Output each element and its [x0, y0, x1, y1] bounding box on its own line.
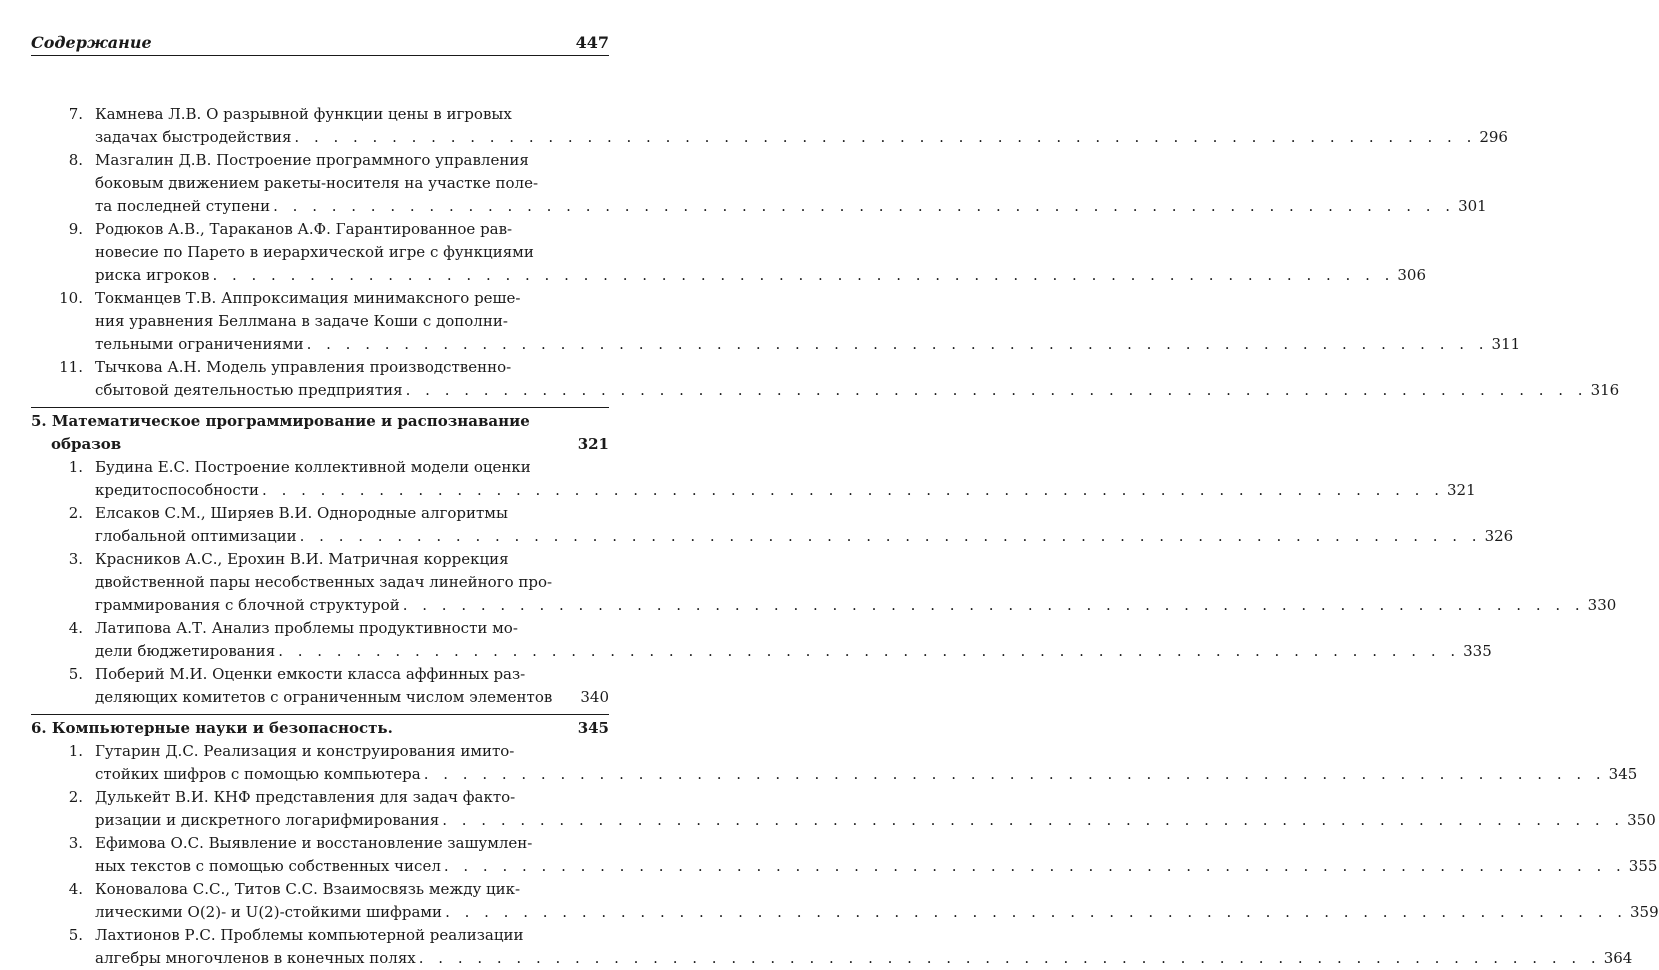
toc-entry-line — [95, 379, 1619, 402]
toc-entry-body — [95, 502, 1513, 548]
toc-entry-line — [95, 924, 1632, 947]
toc-entry-text: боковым движением ракеты-носителя на участке поле- — [95, 174, 539, 192]
toc-entry-line — [95, 617, 1492, 640]
toc-entry-page: 306 — [1397, 266, 1427, 284]
toc-entry-text: Камнева Л.В. О разрывной функции цены в игровых — [95, 105, 512, 123]
toc-entry-text: риска игроков — [95, 266, 210, 284]
toc-entry[interactable] — [31, 832, 1658, 878]
toc-entry-page: 316 — [1590, 381, 1620, 399]
toc-entry-line — [95, 878, 1659, 901]
toc-entry[interactable] — [31, 617, 1492, 663]
toc-entry-page: 340 — [580, 688, 609, 706]
toc-entry-text: Гутарин Д.С. Реализация и конструирования имито- — [95, 742, 515, 760]
toc-entry[interactable] — [31, 878, 1659, 924]
toc-entry-text: ризации и дискретного логарифмирования — [95, 811, 440, 829]
toc-entry-text: Дулькейт В.И. КНФ представления для задач факто- — [95, 788, 516, 806]
toc-entry-number: 1. — [68, 458, 83, 476]
toc-entry-text: Лахтионов Р.С. Проблемы компьютерной реализации — [95, 926, 524, 944]
toc-entry-line — [95, 740, 1637, 763]
toc-entry-line — [95, 195, 1487, 218]
toc-entry[interactable] — [31, 287, 1521, 356]
toc-entry-page: 311 — [1491, 335, 1521, 353]
page-number: 447 — [575, 33, 609, 52]
toc-entry-text: Латипова А.Т. Анализ проблемы продуктивности мо- — [95, 619, 518, 637]
toc-entry-line — [95, 310, 1520, 333]
toc-entry-line — [95, 901, 1659, 924]
toc-entry-text: новесие по Парето в иерархической игре с функциями — [95, 243, 534, 261]
toc-entry-line — [95, 686, 609, 709]
toc-entry-line — [95, 947, 1632, 970]
toc-entry-text: дели бюджетирования — [95, 642, 276, 660]
toc-entry-line — [95, 172, 1487, 195]
toc-entry[interactable] — [31, 218, 1427, 287]
toc-entry-line — [95, 832, 1657, 855]
toc-entry-number: 3. — [68, 550, 83, 568]
toc-entry-number: 10. — [59, 289, 83, 307]
section-page: 321 — [577, 435, 609, 453]
toc-entry-text: Ефимова О.С. Выявление и восстановление зашумлен- — [95, 834, 533, 852]
toc-entry-text: та последней ступени — [95, 197, 271, 215]
toc-entry[interactable] — [31, 663, 609, 709]
section-page: 345 — [577, 719, 609, 737]
toc-entry-body — [95, 786, 1656, 832]
toc-entry-page: 321 — [1446, 481, 1476, 499]
toc-entry-body — [95, 832, 1657, 878]
dot-leader — [273, 195, 1455, 218]
toc-entry-body — [95, 149, 1487, 218]
toc-entry-body — [95, 287, 1520, 356]
toc-entry-text: деляющих комитетов с ограниченным числом элементов — [95, 688, 553, 706]
toc-entry-number: 5. — [68, 665, 83, 683]
toc-entry-line — [95, 525, 1513, 548]
dot-leader — [300, 525, 1482, 548]
toc-entry-line — [95, 640, 1492, 663]
toc-entry-text: Тычкова А.Н. Модель управления производственно- — [95, 358, 512, 376]
toc-entry[interactable] — [31, 103, 1508, 149]
toc-entry-line — [95, 456, 1476, 479]
dot-leader — [403, 594, 1585, 617]
toc-entry-page: 355 — [1628, 857, 1658, 875]
toc-entry-text: ных текстов с помощью собственных чисел — [95, 857, 441, 875]
toc-entry-line — [95, 571, 1616, 594]
toc-entry[interactable] — [31, 548, 1617, 617]
toc-entry[interactable] — [31, 924, 1633, 970]
toc-entry-text: Токманцев Т.В. Аппроксимация минимаксного реше- — [95, 289, 521, 307]
toc-entry-page: 326 — [1484, 527, 1514, 545]
toc-entry-number: 4. — [68, 880, 83, 898]
toc-entry-text: Будина Е.С. Построение коллективной модели оценки — [95, 458, 531, 476]
toc-entry-number: 4. — [68, 619, 83, 637]
dot-leader — [444, 855, 1626, 878]
toc-entry-body — [95, 740, 1637, 786]
toc-entry-number: 8. — [68, 151, 83, 169]
toc-entry-body — [95, 218, 1426, 287]
section-title: 6. Компьютерные науки и безопасность. — [31, 719, 393, 737]
toc-entry-number: 9. — [68, 220, 83, 238]
running-header — [31, 30, 609, 56]
section-divider — [31, 714, 609, 715]
toc-entry-number: 5. — [68, 926, 83, 944]
section-divider — [31, 407, 609, 408]
toc-entry-text: Поберий М.И. Оценки емкости класса аффинных раз- — [95, 665, 526, 683]
dot-leader — [278, 640, 1460, 663]
toc-entry[interactable] — [31, 502, 1514, 548]
toc-entry-line — [95, 786, 1656, 809]
toc-entry-page: 301 — [1458, 197, 1487, 215]
toc-entry-line — [95, 502, 1513, 525]
dot-leader — [442, 809, 1624, 832]
toc-entry-text: задачах быстродействия — [95, 128, 292, 146]
toc-entry-line — [95, 356, 1619, 379]
toc-entry-body — [95, 548, 1616, 617]
toc-entry[interactable] — [31, 786, 1656, 832]
section-heading-6 — [31, 714, 609, 740]
toc-entry-page: 335 — [1463, 642, 1492, 660]
toc-entry-body — [95, 878, 1659, 924]
toc-entry-text: Мазгалин Д.В. Построение программного управления — [95, 151, 529, 169]
toc-entry-text: граммирования с блочной структурой — [95, 596, 400, 614]
dot-leader — [419, 947, 1601, 970]
toc-entry-line — [95, 333, 1520, 356]
toc-entry-text: сбытовой деятельностью предприятия — [95, 381, 403, 399]
toc-entry-text: Елсаков С.М., Ширяев В.И. Однородные алгоритмы — [95, 504, 508, 522]
toc-entry-body — [95, 356, 1619, 402]
section-title-line1: 5. Математическое программирование и распознавание — [31, 412, 530, 430]
toc-group-section6 — [31, 740, 1659, 970]
toc-entry[interactable] — [31, 356, 1620, 402]
dot-leader — [212, 264, 1394, 287]
toc-entry-text: лическими O(2)- и U(2)-стойкими шифрами — [95, 903, 443, 921]
toc-entry-line — [95, 594, 1616, 617]
toc-entry-line — [95, 149, 1487, 172]
running-title: Содержание — [31, 33, 152, 52]
toc-entry-text: Красников А.С., Ерохин В.И. Матричная коррекция — [95, 550, 509, 568]
toc-entry-page: 296 — [1479, 128, 1508, 146]
toc-entry-text: Коновалова С.С., Титов С.С. Взаимосвязь между цик- — [95, 880, 521, 898]
toc-entry-number: 2. — [68, 788, 83, 806]
toc-entry[interactable] — [31, 149, 1487, 218]
dot-leader — [445, 901, 1627, 924]
toc-entry-text: стойких шифров с помощью компьютера — [95, 765, 421, 783]
toc-entry[interactable] — [31, 740, 1638, 786]
toc-entry-line — [95, 218, 1426, 241]
toc-entry-line — [95, 264, 1426, 287]
toc-entry-page: 364 — [1603, 949, 1633, 967]
dot-leader — [262, 479, 1444, 502]
toc-entry-text: ния уравнения Беллмана в задаче Коши с дополни- — [95, 312, 508, 330]
toc-entry[interactable] — [31, 456, 1476, 502]
toc-entry-line — [95, 663, 609, 686]
toc-entry-page: 330 — [1587, 596, 1617, 614]
dot-leader — [307, 333, 1489, 356]
section-heading-5 — [31, 407, 609, 456]
toc-entry-number: 11. — [59, 358, 83, 376]
dot-leader — [424, 763, 1606, 786]
toc-entry-text: тельными ограничениями — [95, 335, 304, 353]
toc-entry-body — [95, 663, 609, 709]
toc-entry-line — [95, 809, 1656, 832]
toc-entry-line — [95, 126, 1508, 149]
section-title-line2: образов — [51, 435, 122, 453]
dot-leader — [406, 379, 1588, 402]
toc-entry-line — [95, 287, 1520, 310]
toc-entry-body — [95, 103, 1508, 149]
toc-entry-number: 7. — [68, 105, 83, 123]
toc-entry-line — [95, 763, 1637, 786]
table-of-contents — [31, 103, 1659, 970]
toc-entry-number: 1. — [68, 742, 83, 760]
toc-entry-line — [95, 103, 1508, 126]
toc-entry-line — [95, 479, 1476, 502]
toc-entry-text: алгебры многочленов в конечных полях — [95, 949, 416, 967]
toc-entry-page: 345 — [1608, 765, 1638, 783]
toc-page — [31, 30, 1659, 970]
toc-entry-text: двойственной пары несобственных задач линейного про- — [95, 573, 553, 591]
toc-entry-page: 359 — [1630, 903, 1659, 921]
dot-leader — [294, 126, 1476, 149]
toc-entry-number: 2. — [68, 504, 83, 522]
toc-entry-text: глобальной оптимизации — [95, 527, 297, 545]
toc-group-section4 — [31, 103, 1620, 402]
toc-entry-page: 350 — [1627, 811, 1656, 829]
toc-entry-body — [95, 924, 1632, 970]
toc-entry-line — [95, 241, 1426, 264]
toc-entry-body — [95, 617, 1492, 663]
toc-entry-line — [95, 548, 1616, 571]
toc-entry-body — [95, 456, 1476, 502]
toc-entry-text: Родюков А.В., Тараканов А.Ф. Гарантированное рав- — [95, 220, 513, 238]
toc-group-section5 — [31, 456, 1617, 709]
toc-entry-number: 3. — [68, 834, 83, 852]
toc-entry-line — [95, 855, 1657, 878]
toc-entry-text: кредитоспособности — [95, 481, 260, 499]
